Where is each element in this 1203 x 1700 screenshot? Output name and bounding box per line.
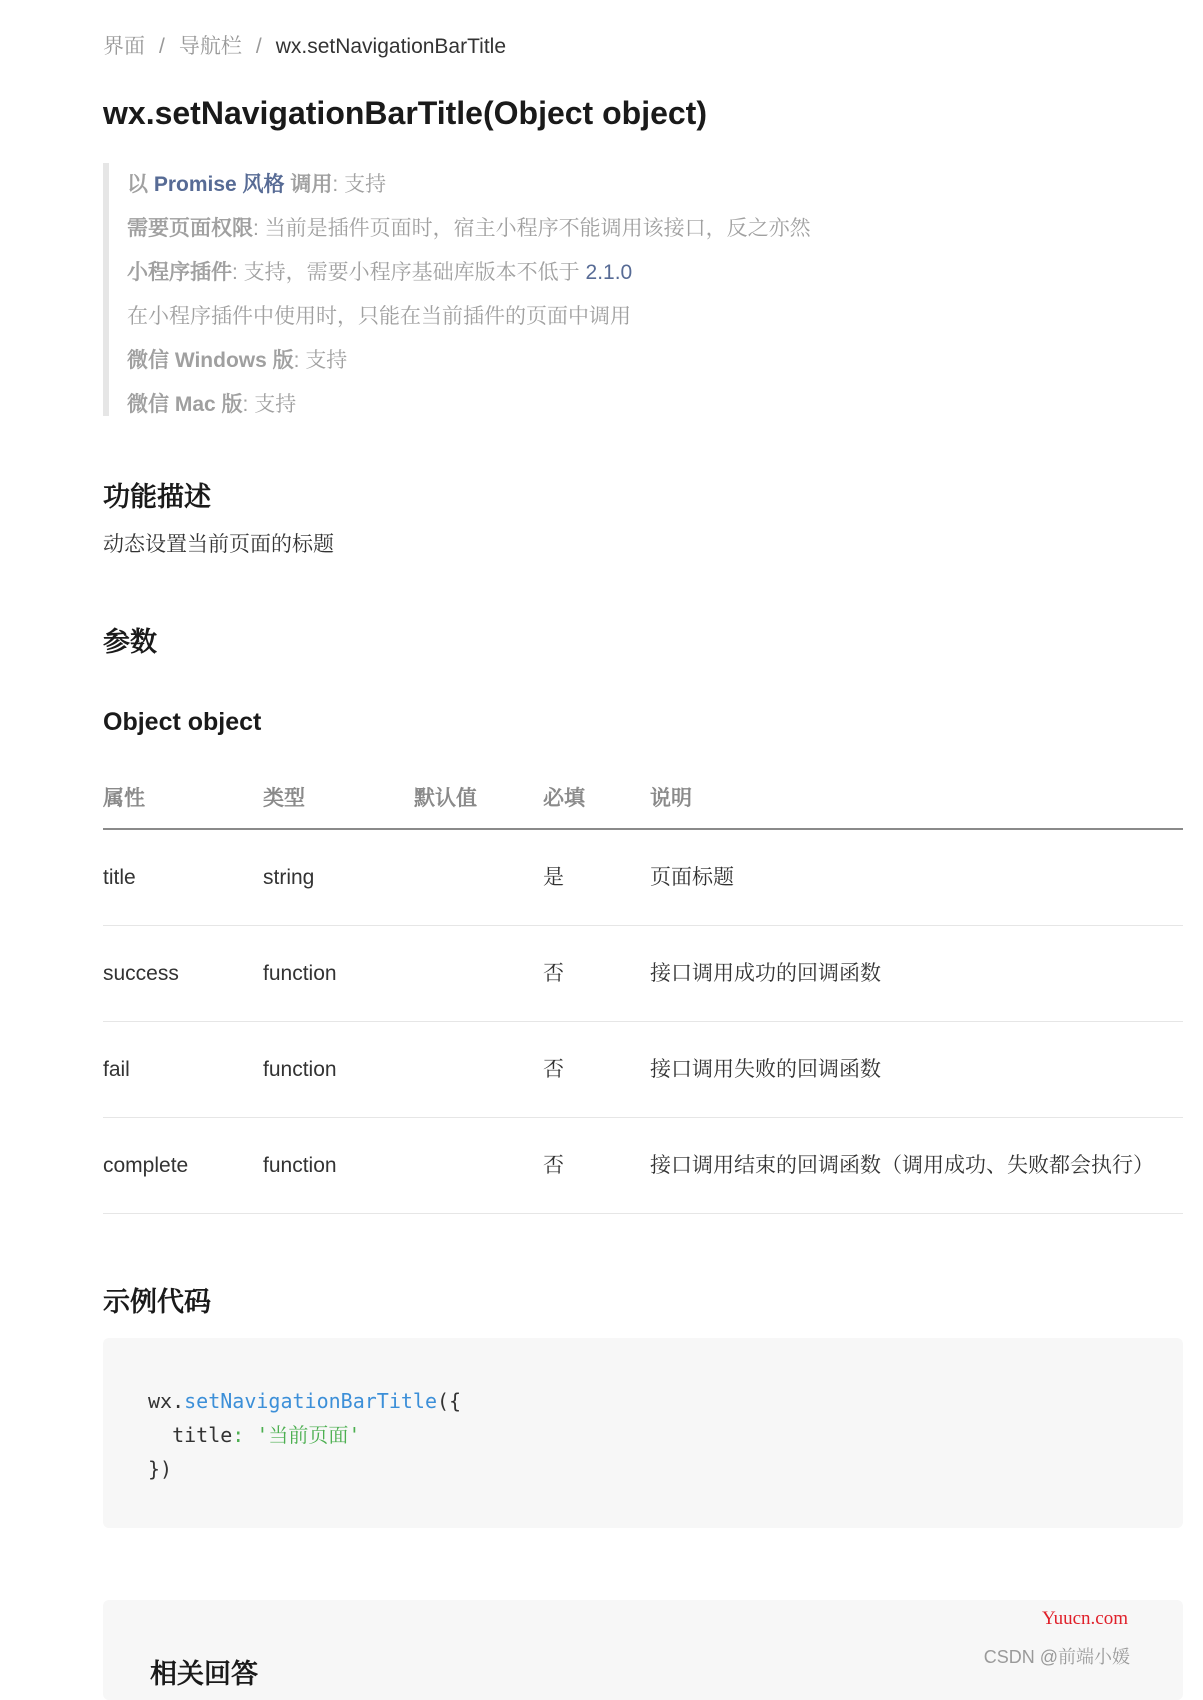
table-row <box>103 830 1183 926</box>
meta-mac-value: 支持 <box>254 393 297 416</box>
section-heading-params: 参数 <box>103 627 157 657</box>
code-content <box>148 1384 461 1486</box>
param-name: success <box>103 962 179 985</box>
column-header-default: 默认值 <box>414 787 477 810</box>
column-header-property: 属性 <box>103 787 145 810</box>
column-header-type: 类型 <box>263 787 305 810</box>
code-punctuation: ({ <box>437 1389 462 1413</box>
breadcrumb <box>103 30 506 60</box>
section-heading-example: 示例代码 <box>103 1287 211 1317</box>
base-library-version-link[interactable]: 2.1.0 <box>585 261 633 284</box>
meta-plugin-value: 支持，需要小程序基础库版本不低于 <box>243 261 586 284</box>
param-required: 否 <box>543 962 564 985</box>
param-type: function <box>263 1058 337 1081</box>
meta-promise-value: 支持 <box>344 173 387 196</box>
breadcrumb-separator: / <box>255 35 262 58</box>
code-block[interactable] <box>103 1338 1183 1528</box>
breadcrumb-item-current: wx.setNavigationBarTitle <box>275 35 507 58</box>
code-line: }) <box>148 1457 173 1481</box>
column-header-required: 必填 <box>543 787 585 810</box>
param-name: title <box>103 866 136 889</box>
param-name: complete <box>103 1154 189 1177</box>
meta-colon: : <box>332 173 345 196</box>
column-header-description: 说明 <box>650 787 692 810</box>
meta-permission-label: 需要页面权限 <box>127 217 253 240</box>
meta-permission-value: 当前是插件页面时，宿主小程序不能调用该接口，反之亦然 <box>264 217 811 240</box>
param-required: 否 <box>543 1058 564 1081</box>
meta-windows-label: 微信 Windows 版 <box>127 349 294 372</box>
code-line <box>148 1423 360 1447</box>
watermark-csdn: CSDN @前端小媛 <box>983 1647 1130 1667</box>
code-function-name: setNavigationBarTitle <box>184 1389 437 1413</box>
code-line <box>148 1389 461 1413</box>
promise-style-link[interactable]: Promise 风格 <box>153 173 285 196</box>
related-answers-title: 相关回答 <box>150 1659 258 1689</box>
page-title: wx.setNavigationBarTitle(Object object) <box>103 95 707 131</box>
table-header-row <box>103 770 1183 830</box>
param-required: 否 <box>543 1154 564 1177</box>
meta-promise-suffix: 调用 <box>284 173 333 196</box>
meta-colon: : <box>253 217 265 240</box>
param-name: fail <box>103 1058 130 1081</box>
code-object: wx. <box>148 1389 185 1413</box>
param-required: 是 <box>543 866 564 889</box>
meta-colon: : <box>232 261 244 284</box>
param-type: string <box>263 866 315 889</box>
params-table <box>103 770 1183 1214</box>
function-description: 动态设置当前页面的标题 <box>103 533 334 556</box>
meta-plugin-label: 小程序插件 <box>127 261 232 284</box>
code-string: '当前页面' <box>256 1423 361 1447</box>
meta-windows <box>127 339 1027 383</box>
meta-windows-value: 支持 <box>305 349 348 372</box>
api-meta-block <box>103 163 1027 416</box>
meta-mac <box>127 383 1027 427</box>
watermark-site: Yuucn.com <box>1041 1608 1128 1629</box>
meta-promise <box>127 163 1027 207</box>
section-heading-function: 功能描述 <box>103 482 211 512</box>
meta-mac-label: 微信 Mac 版 <box>127 393 243 416</box>
meta-colon: : <box>242 393 255 416</box>
object-heading: Object object <box>103 708 262 736</box>
param-description: 接口调用失败的回调函数 <box>650 1058 881 1081</box>
table-row <box>103 1118 1183 1214</box>
meta-promise-prefix: 以 <box>127 173 154 196</box>
code-colon: : <box>232 1423 257 1447</box>
param-type: function <box>263 1154 337 1177</box>
table-row <box>103 926 1183 1022</box>
meta-plugin-note: 在小程序插件中使用时，只能在当前插件的页面中调用 <box>127 305 631 328</box>
code-key: title <box>148 1423 233 1447</box>
param-description: 接口调用结束的回调函数（调用成功、失败都会执行） <box>650 1154 1154 1177</box>
param-description: 接口调用成功的回调函数 <box>650 962 881 985</box>
meta-permission <box>127 207 1027 251</box>
meta-plugin <box>127 251 1027 295</box>
breadcrumb-separator: / <box>159 35 165 58</box>
breadcrumb-item-interface[interactable]: 界面 <box>103 35 145 58</box>
table-row <box>103 1022 1183 1118</box>
param-type: function <box>263 962 337 985</box>
meta-colon: : <box>293 349 306 372</box>
breadcrumb-item-navbar[interactable]: 导航栏 <box>178 35 242 58</box>
param-description: 页面标题 <box>650 866 734 889</box>
